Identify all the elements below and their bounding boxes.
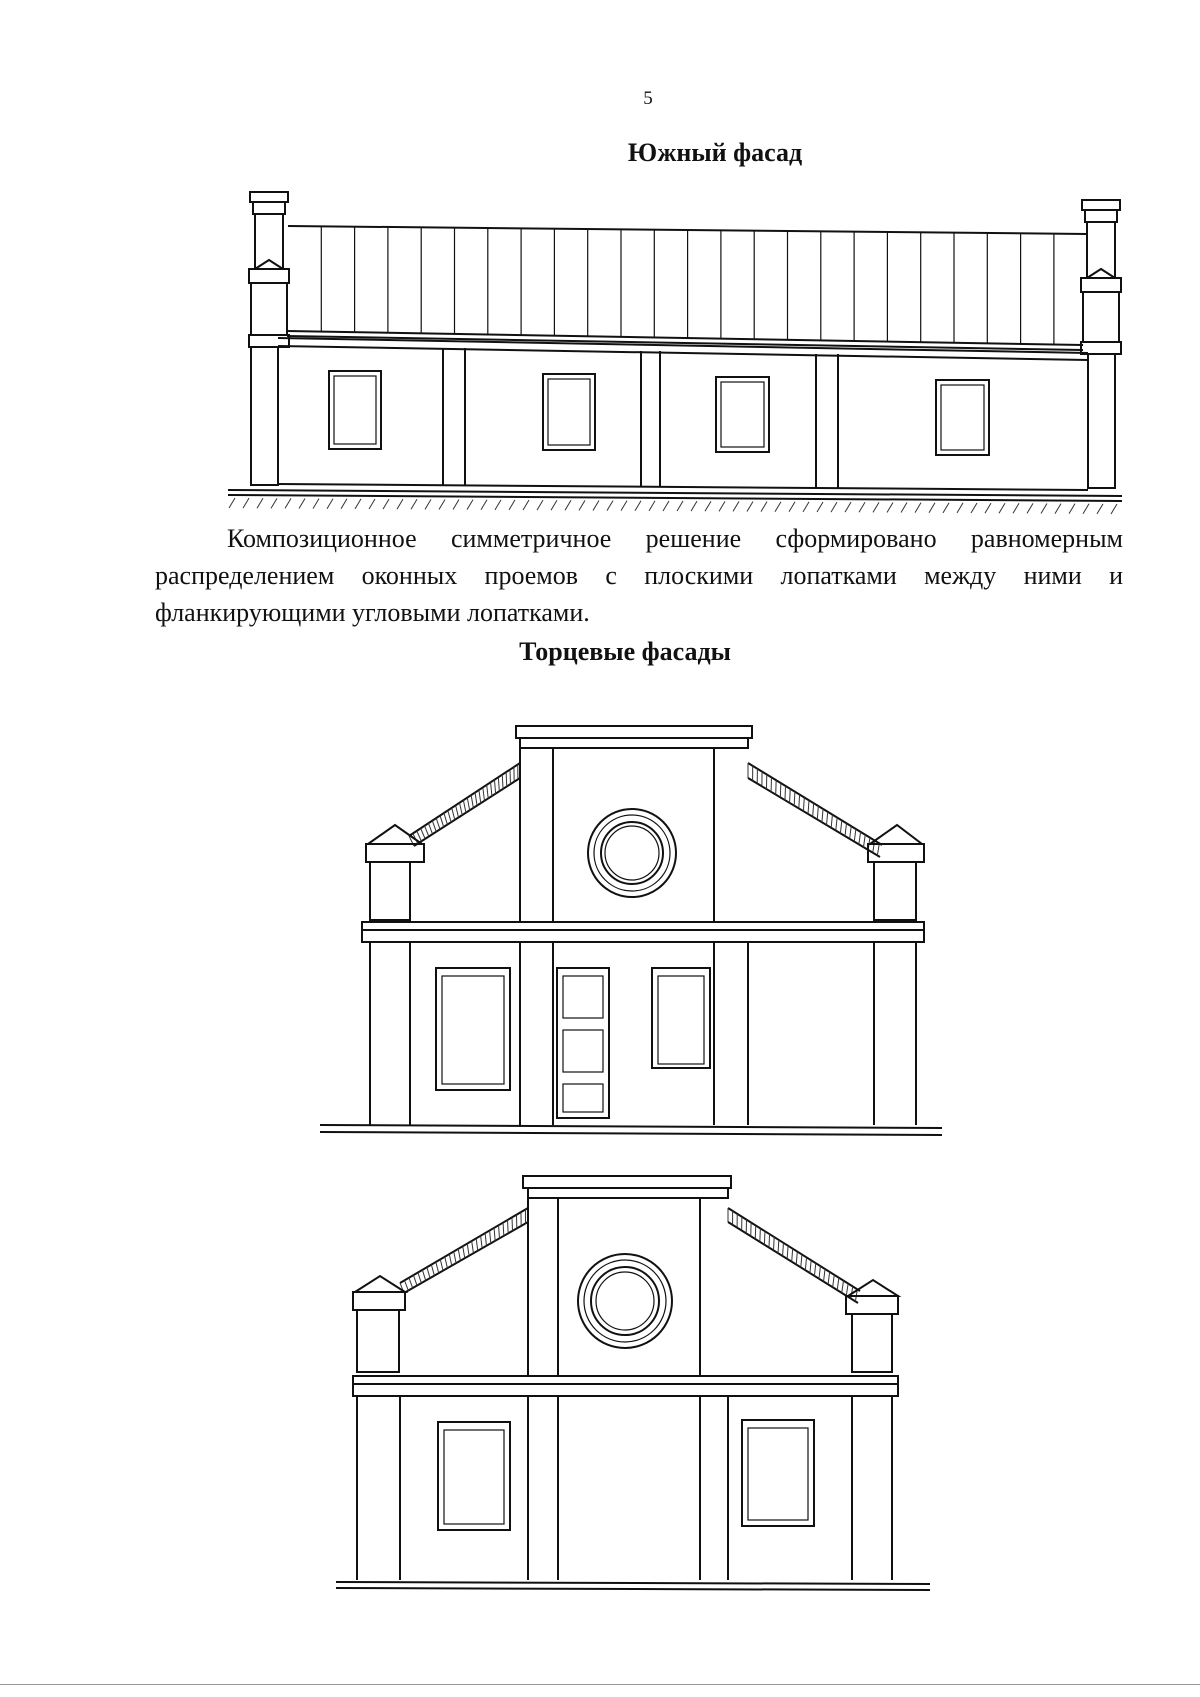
end-facade-upper xyxy=(320,726,942,1135)
end-facade-lower xyxy=(336,1176,930,1590)
footer-rule xyxy=(0,1684,1200,1685)
description-paragraph: Композиционное симметричное решение сформировано равномерным распределением оконных проемов с плоскими лопатками между ними и фланкирующими угловыми лопатками. xyxy=(155,524,1123,627)
page-number: 5 xyxy=(643,88,653,109)
south-facade-heading: Южный фасад xyxy=(627,138,803,167)
end-facades-heading: Торцевые фасады xyxy=(519,637,731,666)
